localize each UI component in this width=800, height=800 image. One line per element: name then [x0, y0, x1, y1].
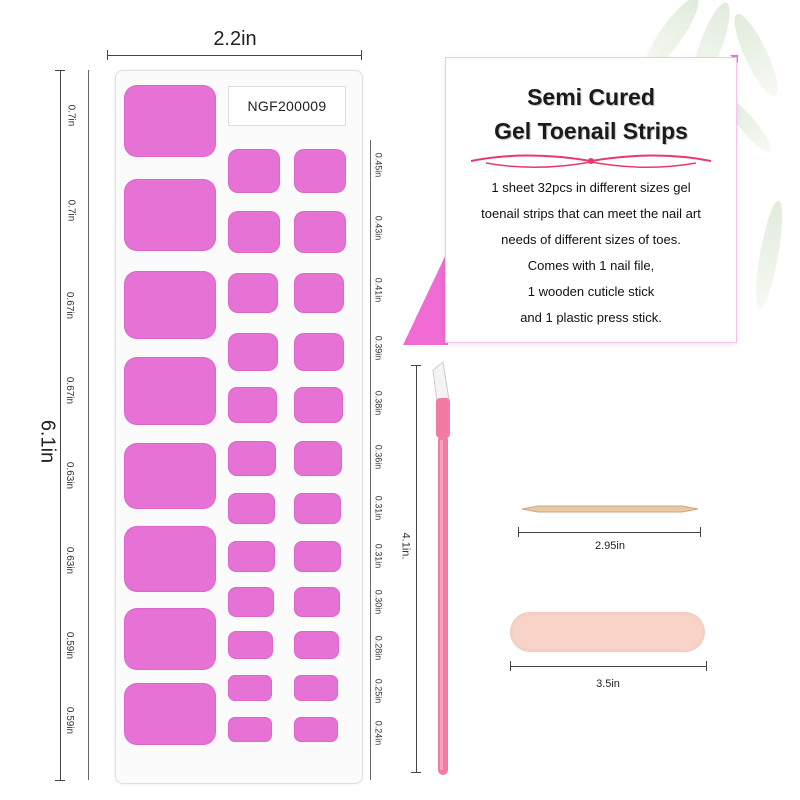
- nail-small-a3: [228, 273, 278, 313]
- right-size-1: 0.45in: [373, 152, 384, 178]
- right-size-5: 0.38in: [373, 390, 384, 416]
- nail-small-b6: [294, 441, 342, 476]
- nail-small-a11: [228, 675, 272, 701]
- right-size-9: 0.30in: [373, 589, 384, 615]
- info-line-4: Comes with 1 nail file,: [527, 258, 655, 273]
- nail-file: [510, 612, 705, 652]
- height-label: 6.1in: [36, 419, 59, 464]
- right-size-4: 0.39in: [373, 335, 384, 361]
- nail-small-a8: [228, 541, 275, 572]
- nail-small-a7: [228, 493, 275, 524]
- info-line-6: and 1 plastic press stick.: [520, 310, 662, 325]
- nail-small-a4: [228, 333, 278, 371]
- nail-small-b5: [294, 387, 343, 423]
- nail-large-2: [124, 179, 216, 251]
- info-line-1: 1 sheet 32pcs in different sizes gel: [491, 180, 691, 195]
- nail-large-3: [124, 271, 216, 339]
- right-size-7: 0.31in: [373, 495, 384, 521]
- stick-length-label: 2.95in: [595, 540, 625, 552]
- right-size-8: 0.31in: [373, 543, 384, 569]
- info-box: [446, 58, 736, 342]
- nail-small-b3: [294, 273, 344, 313]
- nail-large-6: [124, 526, 216, 592]
- left-size-2: 0.7in: [65, 199, 77, 222]
- right-size-10: 0.28in: [373, 635, 384, 661]
- nail-small-a1: [228, 149, 280, 193]
- nail-small-b2: [294, 211, 346, 253]
- left-size-3: 0.67in: [64, 291, 76, 320]
- left-size-6: 0.63in: [64, 546, 76, 575]
- right-size-11: 0.25in: [373, 678, 384, 704]
- pusher-length-label: 4.1in.: [399, 532, 412, 560]
- width-label: 2.2in: [213, 28, 257, 50]
- info-line-3: needs of different sizes of toes.: [501, 232, 681, 247]
- info-title-line2: Gel Toenail Strips: [494, 118, 688, 144]
- info-title-line1: Semi Cured: [527, 84, 655, 110]
- nail-small-a12: [228, 717, 272, 742]
- nail-small-a5: [228, 387, 277, 423]
- left-size-5: 0.63in: [64, 461, 76, 490]
- nail-small-a10: [228, 631, 273, 659]
- left-size-4: 0.67in: [64, 376, 76, 405]
- nail-small-b8: [294, 541, 341, 572]
- nail-small-a6: [228, 441, 276, 476]
- nail-small-a2: [228, 211, 280, 253]
- left-size-1: 0.7in: [65, 104, 77, 127]
- nail-sheet: [115, 70, 363, 784]
- nail-small-b12: [294, 717, 338, 742]
- nail-small-b7: [294, 493, 341, 524]
- info-line-2: toenail strips that can meet the nail art: [481, 206, 701, 221]
- nail-large-1: [124, 85, 216, 157]
- file-length-label: 3.5in: [596, 678, 620, 690]
- right-size-6: 0.36in: [373, 444, 384, 470]
- right-size-12: 0.24in: [373, 720, 384, 746]
- nail-small-b4: [294, 333, 344, 371]
- nail-small-b11: [294, 675, 338, 701]
- cuticle-pusher: [425, 360, 465, 780]
- right-size-2: 0.43in: [373, 215, 384, 241]
- nail-small-b10: [294, 631, 339, 659]
- wooden-stick: [520, 502, 700, 516]
- nail-small-b1: [294, 149, 346, 193]
- nail-large-4: [124, 357, 216, 425]
- right-size-3: 0.41in: [373, 277, 384, 303]
- corner-accent: [403, 250, 448, 345]
- nail-small-a9: [228, 587, 274, 617]
- nail-small-b9: [294, 587, 340, 617]
- info-line-5: 1 wooden cuticle stick: [527, 284, 655, 299]
- product-code: NGF200009: [228, 86, 346, 126]
- nail-large-8: [124, 683, 216, 745]
- left-size-8: 0.59in: [64, 706, 76, 735]
- nail-large-7: [124, 608, 216, 670]
- nail-large-5: [124, 443, 216, 509]
- decorative-flourish: [466, 150, 716, 172]
- left-size-7: 0.59in: [64, 631, 76, 660]
